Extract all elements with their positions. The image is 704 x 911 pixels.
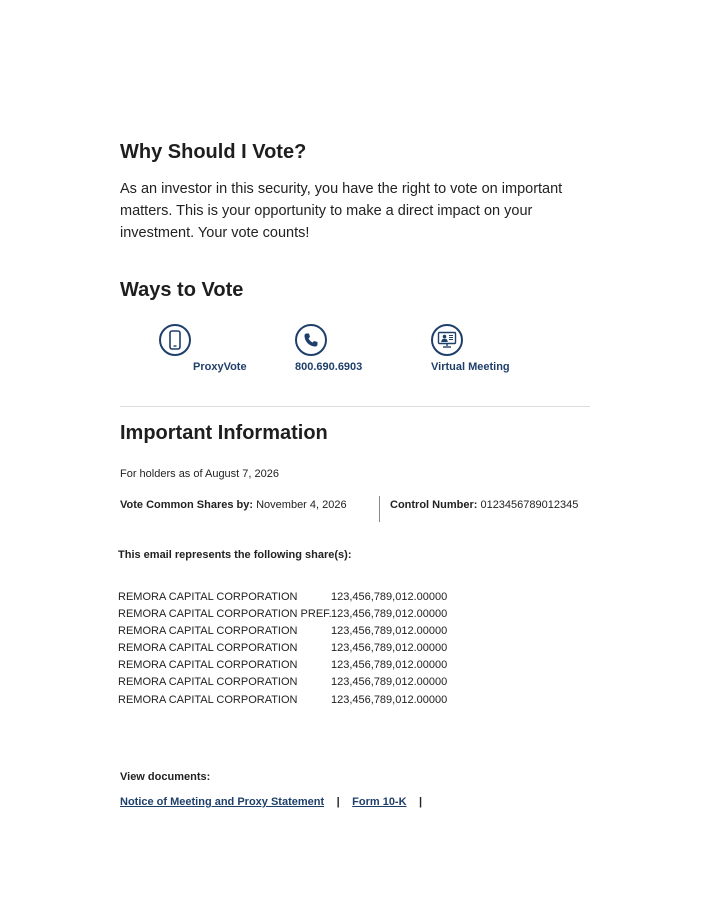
vote-by-value: November 4, 2026 <box>256 499 347 511</box>
share-name: REMORA CAPITAL CORPORATION <box>118 694 298 706</box>
control-number <box>390 499 578 511</box>
share-name: REMORA CAPITAL CORPORATION <box>118 591 298 603</box>
share-amount: 123,456,789,012.00000 <box>331 676 448 688</box>
share-name: REMORA CAPITAL CORPORATION <box>118 625 298 637</box>
share-amount: 123,456,789,012.00000 <box>331 659 448 671</box>
share-amount: 123,456,789,012.00000 <box>331 608 448 620</box>
info-separator <box>379 496 380 522</box>
documents-links <box>120 792 430 810</box>
share-amount: 123,456,789,012.00000 <box>331 694 448 706</box>
shares-heading: This email represents the following share(s): <box>118 549 352 561</box>
share-name: REMORA CAPITAL CORPORATION <box>118 642 298 654</box>
telephone-icon[interactable] <box>295 324 327 356</box>
virtual-meeting-link[interactable]: Virtual Meeting <box>431 361 510 373</box>
vote-by-label: Vote Common Shares by: <box>120 499 254 511</box>
link-separator: | <box>336 796 340 808</box>
vote-by-date <box>120 499 347 511</box>
ways-to-vote-heading: Ways to Vote <box>120 279 244 301</box>
why-vote-heading: Why Should I Vote? <box>120 141 307 163</box>
share-name: REMORA CAPITAL CORPORATION <box>118 676 298 688</box>
why-vote-text: As an investor in this security, you have the right to vote on important matters. This is your opportunity to make a direct impact on your investment. Your vote counts! <box>120 181 563 241</box>
link-separator: | <box>419 796 423 808</box>
virtual-meeting-icon[interactable] <box>431 324 463 356</box>
important-info-heading: Important Information <box>120 422 328 444</box>
proxyvote-link[interactable]: ProxyVote <box>193 361 247 373</box>
share-name: REMORA CAPITAL CORPORATION PREF. <box>118 608 332 620</box>
control-number-value: 0123456789012345 <box>480 499 579 511</box>
form-10k-link[interactable]: Form 10-K <box>352 796 407 808</box>
holders-date-text: For holders as of August 7, 2026 <box>120 468 279 480</box>
documents-heading: View documents: <box>120 771 211 783</box>
share-amount: 123,456,789,012.00000 <box>331 625 448 637</box>
section-divider <box>120 406 590 407</box>
phone-number-link[interactable]: 800.690.6903 <box>295 361 363 373</box>
control-number-label: Control Number: <box>390 499 478 511</box>
share-amount: 123,456,789,012.00000 <box>331 642 448 654</box>
share-name: REMORA CAPITAL CORPORATION <box>118 659 298 671</box>
share-amount: 123,456,789,012.00000 <box>331 591 448 603</box>
mobile-phone-icon[interactable] <box>159 324 191 356</box>
proxy-statement-link[interactable]: Notice of Meeting and Proxy Statement <box>120 796 325 808</box>
